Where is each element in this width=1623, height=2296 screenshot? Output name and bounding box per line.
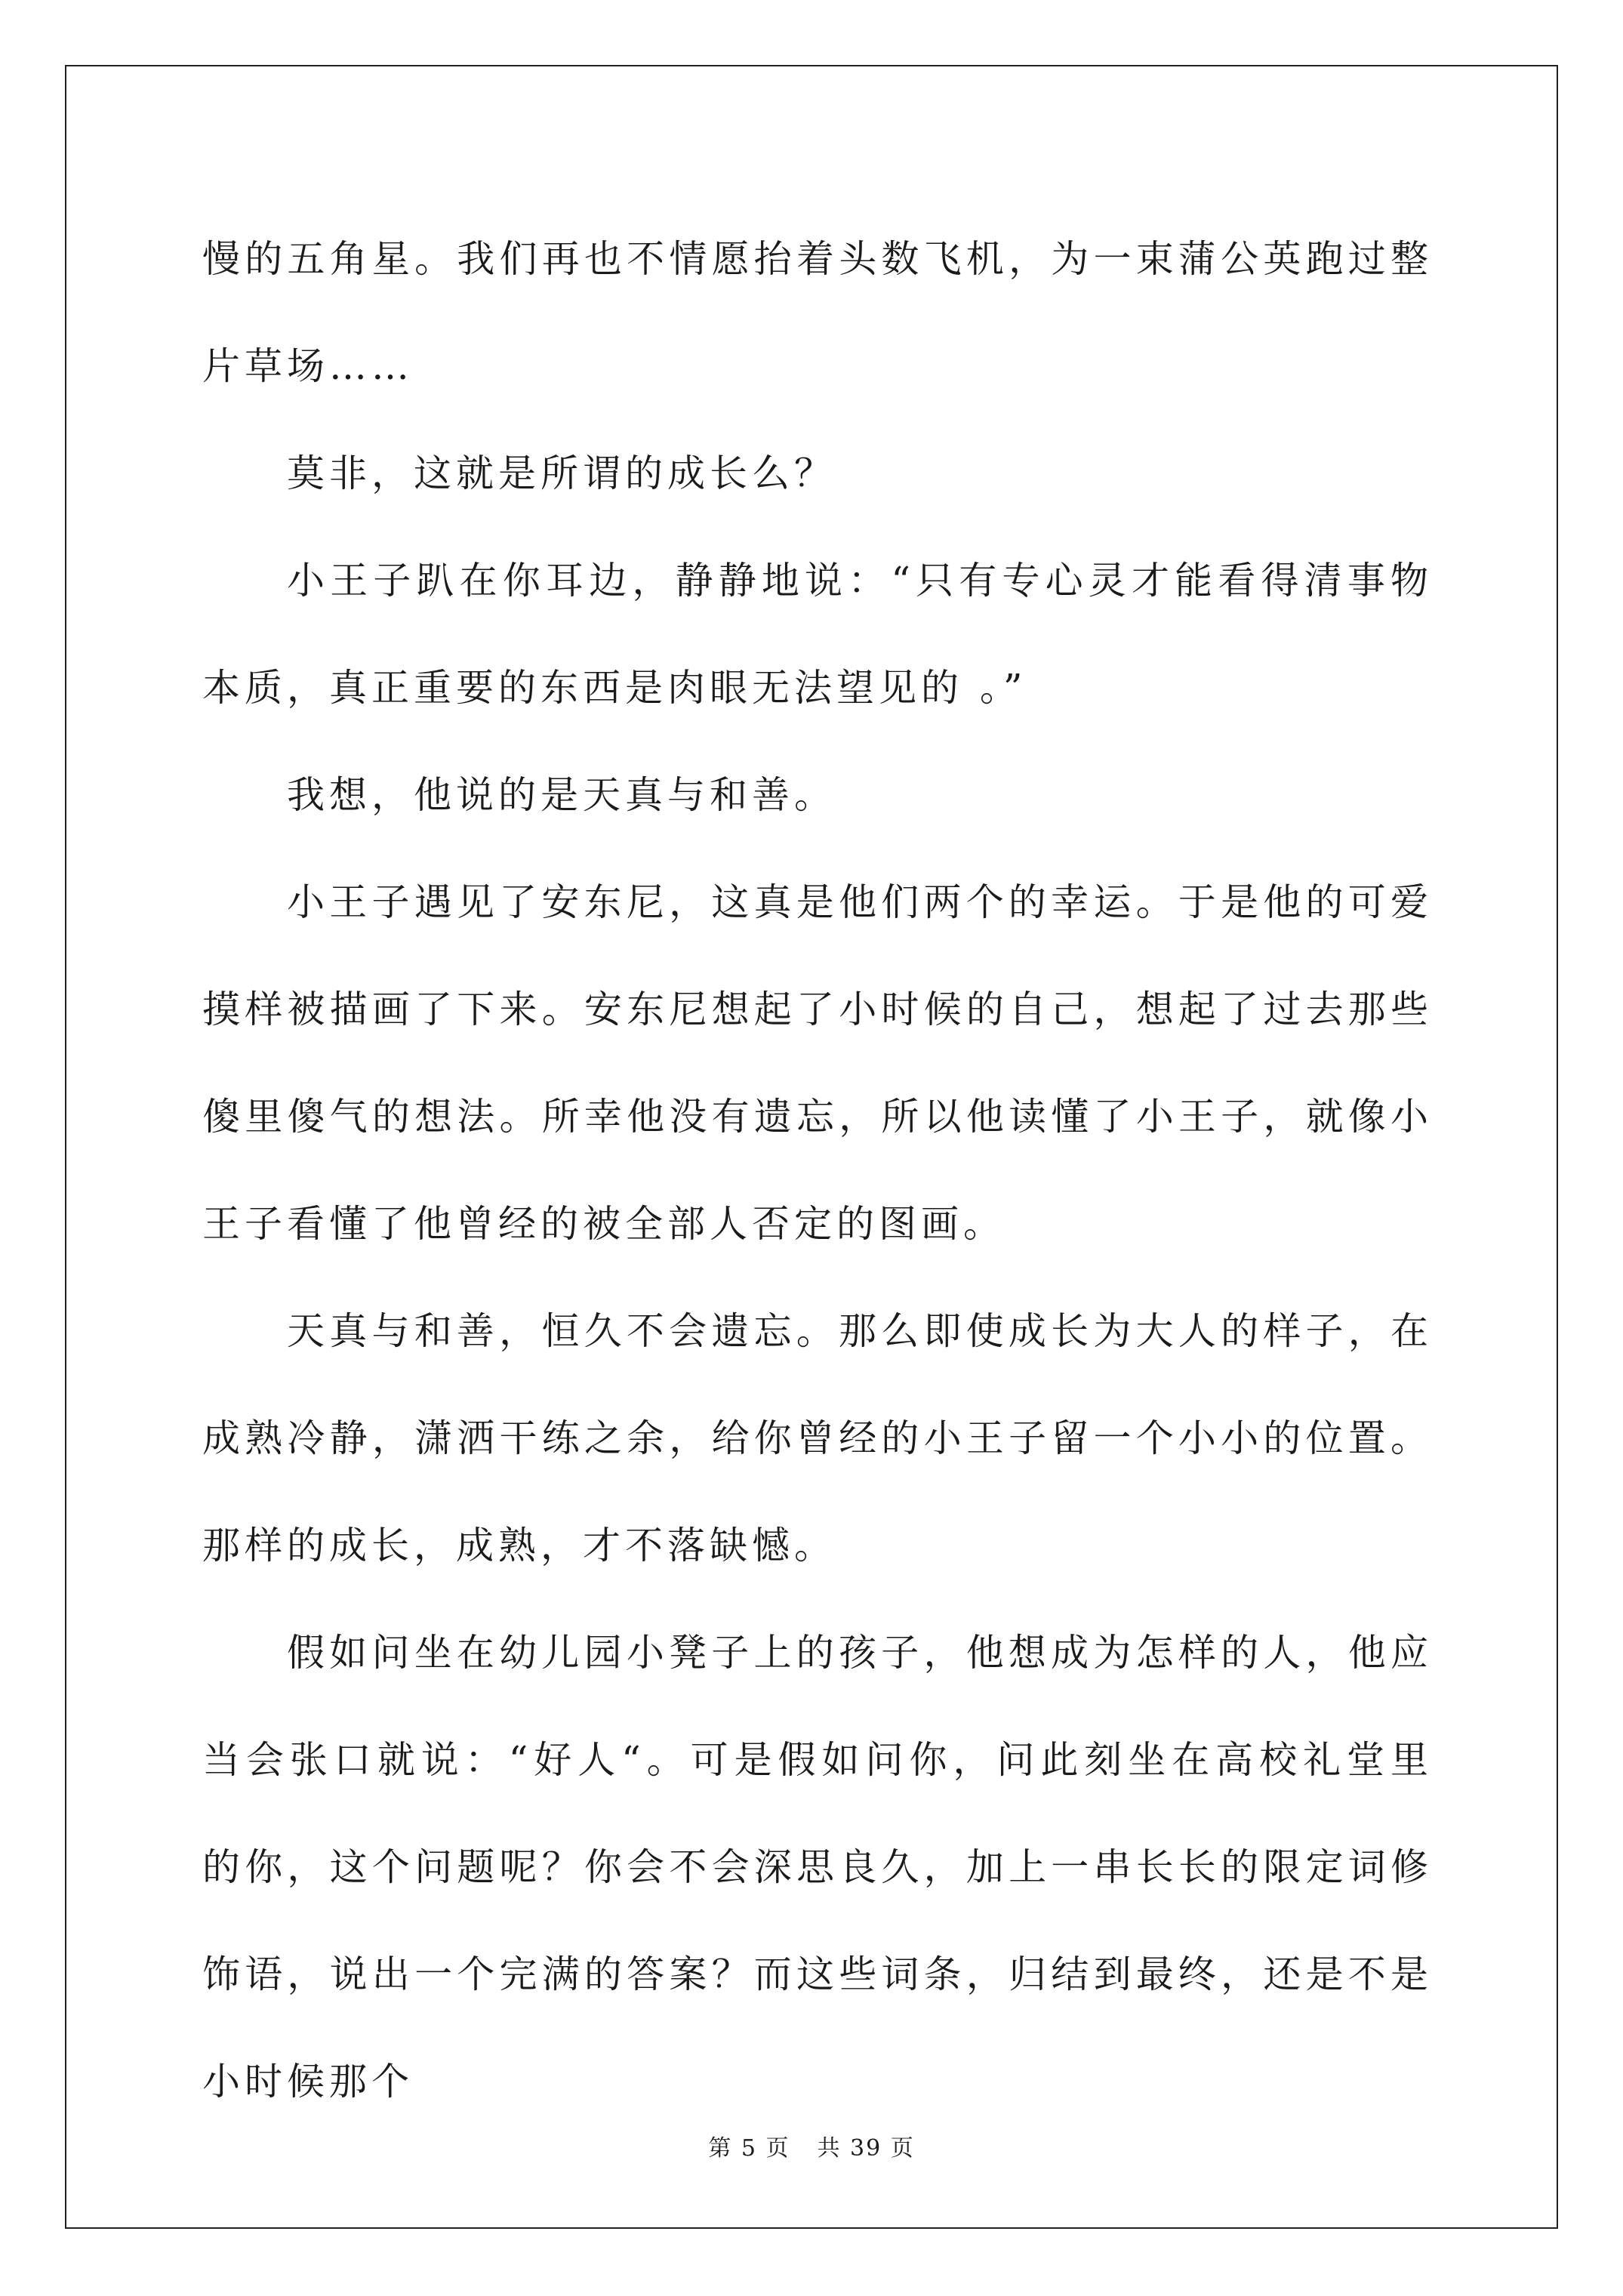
paragraph-4: 我想，他说的是天真与和善。 [287,773,836,817]
document-body [202,205,1433,2135]
page-footer [0,2129,1623,2162]
paragraph-3: 小王子趴在你耳边，静静地说：“只有专心灵才能看得清事物本质，真正重要的东西是肉眼无法望见的 。” [202,559,1433,710]
paragraph-2: 莫非，这就是所谓的成长么？ [287,451,836,495]
paragraph-1: 慢的五角星。我们再也不情愿抬着头数飞机，为一束蒲公英跑过整片草场…… [202,237,1433,388]
paragraph-6: 天真与和善，恒久不会遗忘。那么即使成长为大人的样子，在成熟冷静，潇洒干练之余，给你曾经的小王子留一个小小的位置。那样的成长，成熟，才不落缺憾。 [202,1309,1433,1567]
page-total: 共 39 页 [817,2135,915,2162]
paragraph-5: 小王子遇见了安东尼，这真是他们两个的幸运。于是他的可爱摸样被描画了下来。安东尼想起了小时候的自己，想起了过去那些傻里傻气的想法。所幸他没有遗忘，所以他读懂了小王子，就像小王子看懂了他曾经的被全部人否定的图画。 [202,880,1433,1246]
page-number: 第 5 页 [708,2135,790,2162]
paragraph-7: 假如问坐在幼儿园小凳子上的孩子，他想成为怎样的人，他应当会张口就说：“好人“。可是假如问你，问此刻坐在高校礼堂里的你，这个问题呢？你会不会深思良久，加上一串长长的限定词修饰语，说出一个完满的答案？而这些词条，归结到最终，还是不是小时候那个 [202,1631,1433,2103]
